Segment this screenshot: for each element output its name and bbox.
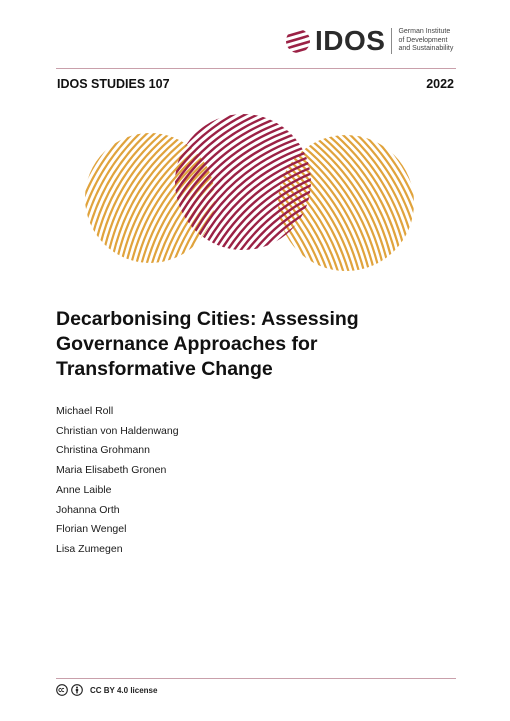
logo-line: German Institute [398,28,451,36]
title-line: Decarbonising Cities: Assessing [56,308,359,330]
footer-divider [56,678,456,679]
document-title [56,307,456,382]
logo-wordmark: IDOS [315,25,386,56]
license-text: CC BY 4.0 license [90,685,158,695]
author-name: Christina Grohmann [56,444,150,457]
author-name: Christian von Haldenwang [56,424,179,437]
header-divider [56,68,456,69]
author-list [56,402,179,560]
author-name: Lisa Zumegen [56,542,123,555]
author-name: Anne Laible [56,483,112,496]
author-name: Johanna Orth [56,503,120,516]
series-label: IDOS STUDIES 107 [57,77,170,91]
author-name: Maria Elisabeth Gronen [56,464,167,477]
author-name: Michael Roll [56,405,114,417]
logo-divider [391,28,392,54]
logo-institute-name [398,28,453,54]
idos-logo [285,24,475,58]
idos-logo-mark-icon [285,28,311,54]
by-attribution-icon [71,684,83,696]
logo-line: and Sustainability [398,45,454,53]
cc-icon [56,684,68,696]
author-name: Florian Wengel [56,523,127,536]
title-line: Transformative Change [56,358,273,380]
cover-circles-graphic [82,112,417,287]
title-line: Governance Approaches for [56,333,318,355]
license-line [56,684,157,696]
publication-year: 2022 [426,77,454,91]
logo-line: of Development [398,36,448,44]
